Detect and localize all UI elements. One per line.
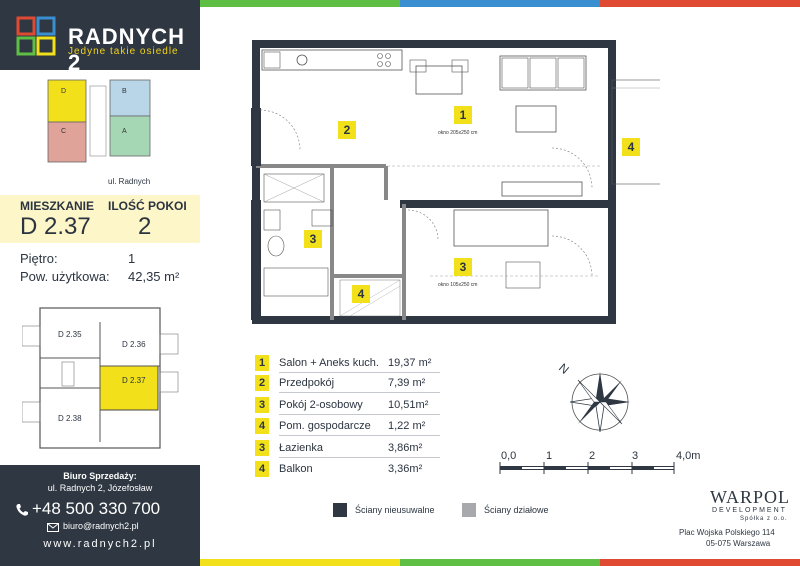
pokoje-value: 2 [138,213,152,240]
phone-icon [15,503,29,517]
plan-label-room-2: 2 [338,121,356,139]
sales-address: ul. Radnych 2, Józefosław [47,483,153,493]
brand-name: RADNYCH 2 [68,24,185,75]
pietro-label: Piętro: [20,251,58,266]
pietro-value: 1 [128,251,136,266]
storey-plan [22,302,182,452]
developer-logo: WARPOL [710,487,791,507]
legend-num: 4 [255,461,269,477]
sales-email[interactable]: biuro@radnych2.pl [63,521,139,531]
wall-legend-non-removable: Ściany nieusuwalne [355,505,435,515]
sales-panel [0,465,200,566]
legend-area: 3,36m² [388,463,423,475]
legend-row-2 [255,375,440,393]
legend-row-6 [255,461,440,479]
mieszkanie-label: MIESZKANIE [20,199,95,213]
legend-row-1 [255,355,440,373]
stripe-green [200,0,400,7]
scale-tick-3: 3 [632,450,639,462]
legend-name: Łazienka [279,442,324,454]
brand-tagline: Jedyne takie osiedle [68,46,179,57]
window-label-3: okno 105x250 cm [438,282,478,288]
legend-name: Przedpokój [279,377,335,389]
stripe-bottom-green [400,559,600,566]
storey-unit-d237: D 2.37 [122,376,146,385]
stripe-bottom-yellow [200,559,400,566]
sales-website[interactable]: www.radnych2.pl [43,538,157,550]
site-building-b: B [122,88,127,95]
site-building-d: D [61,88,67,95]
developer-sub2: Spółka z o.o. [740,516,788,522]
legend-area: 10,51m² [388,399,429,411]
legend-name: Balkon [279,463,313,475]
svg-text:N: N [556,360,572,377]
plan-label-room-4: 4 [352,285,370,303]
legend-num: 4 [255,418,269,434]
pow-label: Pow. użytkowa: [20,269,110,284]
pow-value: 42,35 m² [128,269,180,284]
legend-name: Salon + Aneks kuch. [279,357,379,369]
legend-divider [279,457,440,458]
legend-area: 7,39 m² [388,377,426,389]
legend-row-4 [255,418,440,436]
scale-tick-4: 4,0m [676,450,701,462]
legend-name: Pokój 2-osobowy [279,399,363,411]
legend-area: 1,22 m² [388,420,426,432]
site-building-c: C [61,128,67,135]
legend-area: 19,37 m² [388,357,432,369]
sales-phone[interactable]: +48 500 330 700 [32,499,161,518]
scale-tick-0: 0,0 [501,450,517,462]
compass-icon [550,355,650,445]
envelope-icon [47,523,59,532]
legend-num: 3 [255,440,269,456]
plan-label-balcony: 4 [622,138,640,156]
sales-title: Biuro Sprzedaży: [63,471,137,481]
logo-icon [14,16,60,58]
legend-area: 3,86m² [388,442,423,454]
legend-divider [279,435,440,436]
storey-unit-d235: D 2.35 [58,330,82,339]
plan-label-room-3: 3 [454,258,472,276]
legend-divider [279,372,440,373]
developer-address1: Plac Wojska Polskiego 114 [679,528,775,537]
brand-header [0,0,200,75]
scale-tick-1: 1 [546,450,553,462]
legend-row-5 [255,440,440,458]
developer-sub: DEVELOPMENT [712,507,787,514]
legend-num: 2 [255,375,269,391]
plan-label-room-1: 1 [454,106,472,124]
legend-divider [279,414,440,415]
stripe-bottom-red [600,559,800,566]
plan-label-room-3-bath: 3 [304,230,322,248]
window-label-1: okno 205x250 cm [438,130,478,136]
wall-swatch-dark [333,503,347,517]
stripe-red [600,0,800,7]
storey-unit-d238: D 2.38 [58,414,82,423]
legend-divider [279,392,440,393]
legend-row-3 [255,397,440,415]
legend-name: Pom. gospodarcze [279,420,371,432]
site-plan [30,76,170,176]
legend-num: 1 [255,355,269,371]
storey-unit-d236: D 2.36 [122,340,146,349]
site-building-a: A [122,128,127,135]
stripe-blue [400,0,600,7]
mieszkanie-value: D 2.37 [20,213,91,240]
site-plan-street: ul. Radnych [108,177,151,186]
pokoje-label: ILOŚĆ POKOI [108,199,187,213]
wall-swatch-grey [462,503,476,517]
legend-num: 3 [255,397,269,413]
wall-legend-partition: Ściany działowe [484,505,549,515]
developer-address2: 05-075 Warszawa [706,539,771,548]
scale-tick-2: 2 [589,450,596,462]
